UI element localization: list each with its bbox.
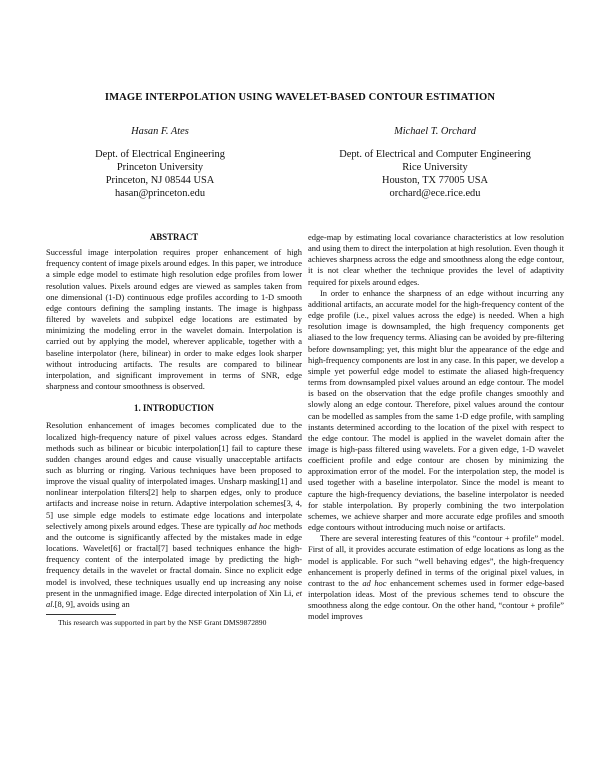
intro-paragraph-1 bbox=[46, 420, 302, 610]
footnote-rule bbox=[46, 614, 116, 615]
text-run: Resolution enhancement of images becomes complicated due to the localized high-frequency nature of pixel values across edges. Standard methods such as bilinear or bicubic interpolation[1] fail to capture these sudden changes around edges and cause visually unacceptable artifacts such as blurring or ringing. Various techniques have been proposed to improve the visual quality of interpolated images. Unsharp masking[1] and nonlinear interpolation filters[2] help to sharpen edges, only to produce artifacts and increase noise in return. Adaptive interpolation schemes[3, 4, 5] use simple edge models to estimate edge locations and interpolate selectively among pixels around edges. These are typically bbox=[46, 420, 302, 531]
author-name: Hasan F. Ates bbox=[131, 126, 189, 137]
author-name: Michael T. Orchard bbox=[394, 126, 476, 137]
text-run: There are several interesting features of this “contour + profile” model. First of all, it provides accurate estimation of edge locations as long as the model is applicable. For such “well behaving edges”, the high-frequency enhancement is properly defined in terms of the original pixel values, in contrast to the bbox=[308, 533, 564, 588]
emphasis: ad hoc bbox=[362, 577, 387, 588]
abstract-text: Successful image interpolation requires proper enhancement of high frequency content of image pixels around edges. In this paper, we introduce a simple edge model to estimate high resolution edge profiles from lower resolution values. Pixels around edges are viewed as samples taken from one dimensional (1-D) continuous edge profiles according to 1-D smooth edge contours defining the sampling instants. The image is highpass filtered by wavelets and subpixel edge locations are estimated by minimizing the modeling error in the wavelet domain. Interpolation is carried out by applying the model, wherever applicable, together with a baseline interpolator (here, bilinear) in order to make edges look sharper without introducing artifacts. The results are compared to bilinear interpolation, and significant improvement in terms of SNR, edge sharpness and contour smoothness is observed. bbox=[46, 247, 302, 392]
footnote: This research was supported in part by the NSF Grant DMS9872890 bbox=[58, 618, 267, 627]
intro-paragraph-2: In order to enhance the sharpness of an edge without incurring any additional artifacts, an accurate model for the high-frequency content of the edge profile (i.e., pixel values across the edge) is needed. When a high resolution image is downsampled, the high frequency components get aliased to the low frequency terms. Aliasing can be avoided by pre-filtering before downsampling; yet, this might blur the appearance of the edge and high-frequency components are lost in any case. In this paper, we develop a simple yet powerful edge model to estimate the aliased high-frequency terms from downsampled pixel values around an edge contour. The model is based on the observation that the edge profile changes smoothly and slowly along an edge contour. Therefore, pixel values around the contour can be modelled as samples from the same 1-D edge profile, with sampling instants determined according to the location of the pixel with respect to the edge contour. The model is applied in the wavelet domain after the image is high-pass filtered using wavelets. For a given edge, 1-D wavelet coefficient profile and edge contour are chosen by minimizing the approximation error of the model. For the interpolation step, the model is used together with a baseline interpolator. Since the model is meant to capture the high-frequency deviations, the baseline interpolator is needed for stable interpolation. By properly combining the two interpolation schemes, we achieve sharper and more accurate edge profiles and smooth edge contours without introducing much noise or artifacts. bbox=[308, 287, 564, 533]
intro-paragraph-1-continued: edge-map by estimating local covariance characteristics at low resolution and using them to direct the interpolation at high resolution. Even though it achieves sharpness across the edge and smoothness along the edge contour, it is not clear whether the technique provides the level of adaptivity required for pixels around edges. bbox=[308, 232, 564, 287]
left-column bbox=[46, 232, 302, 628]
author-institution: Rice University bbox=[402, 162, 468, 173]
text-run: enhancement schemes used in former edge-based interpolation ideas. Most of the previous schemes tend to obscure the smoothness along the edge contour. On the other hand, “contour + profile” model improves bbox=[308, 577, 564, 622]
author-dept: Dept. of Electrical and Computer Engineering bbox=[339, 149, 531, 160]
author-address: Houston, TX 77005 USA bbox=[381, 175, 489, 186]
author-institution: Princeton University bbox=[116, 162, 204, 173]
author-email: hasan@princeton.edu bbox=[114, 188, 206, 199]
text-run: [8, 9], avoids using an bbox=[54, 598, 130, 609]
right-column bbox=[308, 232, 564, 622]
author-block-1 bbox=[40, 125, 280, 200]
text-run: methods and the outcome is significantly affected by the mistakes made in edge locations. Wavelet[6] or fractal[7] based techniques enhance the high-frequency content of the interpolated image by predicting the high-frequency details in the wavelet or fractal domain. Since no explicit edge model is involved, these techniques usually end up increasing any noise present in the unmagnified image. Edge directed interpolation of Xin Li, bbox=[46, 520, 303, 598]
abstract-heading: ABSTRACT bbox=[149, 232, 199, 242]
author-dept: Dept. of Electrical Engineering bbox=[95, 149, 225, 160]
emphasis: et al. bbox=[46, 587, 302, 609]
author-email: orchard@ece.rice.edu bbox=[389, 188, 481, 199]
author-address: Princeton, NJ 08544 USA bbox=[105, 175, 215, 186]
introduction-heading: 1. INTRODUCTION bbox=[134, 403, 214, 414]
author-block-2 bbox=[300, 125, 570, 200]
intro-paragraph-3 bbox=[308, 533, 564, 622]
emphasis: ad hoc bbox=[248, 520, 272, 531]
paper-title: IMAGE INTERPOLATION USING WAVELET-BASED CONTOUR ESTIMATION bbox=[104, 92, 496, 103]
